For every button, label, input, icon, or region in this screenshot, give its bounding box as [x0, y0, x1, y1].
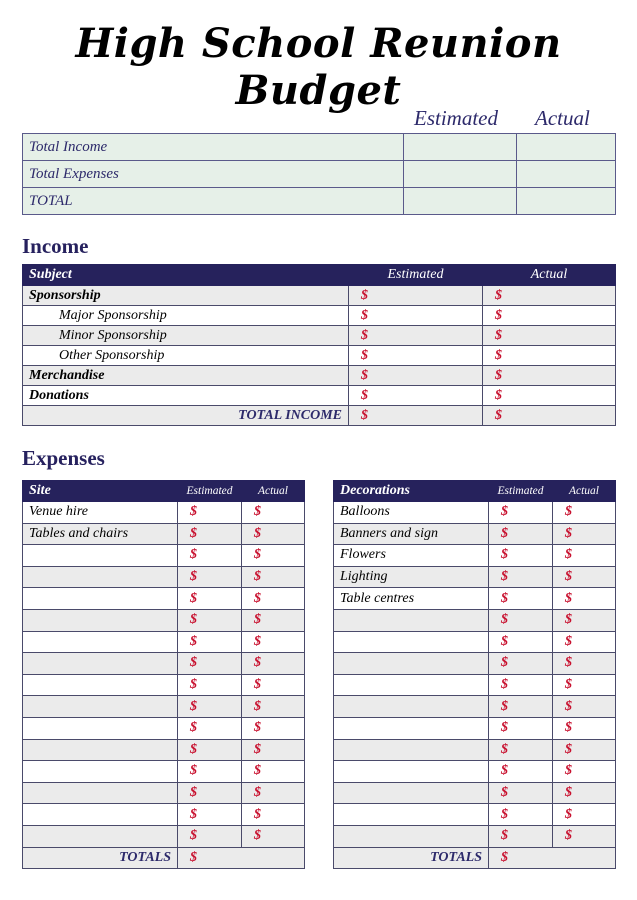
decorations-actual-header: Actual — [553, 481, 616, 502]
site-actual-cell[interactable]: $ — [242, 825, 305, 847]
site-item-label[interactable]: Venue hire — [23, 502, 178, 524]
site-actual-cell[interactable]: $ — [242, 523, 305, 545]
site-estimated-cell[interactable]: $ — [178, 674, 242, 696]
site-expense-row — [23, 523, 305, 545]
site-totals-value[interactable]: $ — [178, 847, 305, 869]
site-item-label[interactable] — [23, 653, 178, 675]
decorations-item-label[interactable]: Lighting — [334, 566, 489, 588]
site-expense-row — [23, 825, 305, 847]
site-item-label[interactable] — [23, 674, 178, 696]
site-expense-row — [23, 502, 305, 524]
site-actual-cell[interactable]: $ — [242, 717, 305, 739]
site-item-label[interactable] — [23, 609, 178, 631]
site-actual-cell[interactable]: $ — [242, 609, 305, 631]
income-total-estimated[interactable]: $ — [349, 406, 483, 426]
income-row-label: Minor Sponsorship — [23, 326, 349, 346]
site-estimated-cell[interactable]: $ — [178, 761, 242, 783]
decorations-expense-row — [334, 653, 616, 675]
site-expense-row — [23, 566, 305, 588]
site-item-label[interactable] — [23, 782, 178, 804]
decorations-estimated-cell[interactable]: $ — [489, 609, 553, 631]
income-row — [23, 386, 616, 406]
income-estimated-cell[interactable]: $ — [349, 386, 483, 406]
summary-estimated-cell[interactable] — [404, 188, 517, 215]
decorations-expense-row — [334, 804, 616, 826]
summary-actual-header: Actual — [535, 106, 590, 130]
decorations-totals-value[interactable]: $ — [489, 847, 616, 869]
summary-actual-cell[interactable] — [517, 161, 616, 188]
site-expense-row — [23, 631, 305, 653]
site-expense-row — [23, 739, 305, 761]
site-expense-row — [23, 653, 305, 675]
income-actual-cell[interactable]: $ — [483, 326, 616, 346]
decorations-actual-cell[interactable]: $ — [553, 804, 616, 826]
decorations-actual-cell[interactable]: $ — [553, 825, 616, 847]
decorations-expense-row — [334, 674, 616, 696]
site-header-row — [23, 481, 305, 502]
site-totals-label: TOTALS — [23, 847, 178, 869]
site-estimated-cell[interactable]: $ — [178, 566, 242, 588]
decorations-expense-row — [334, 825, 616, 847]
decorations-actual-cell[interactable]: $ — [553, 653, 616, 675]
income-total-row — [23, 406, 616, 426]
site-item-label[interactable] — [23, 825, 178, 847]
income-header-row — [23, 265, 616, 286]
income-estimated-header: Estimated — [349, 265, 483, 286]
income-row — [23, 346, 616, 366]
site-expense-row — [23, 717, 305, 739]
decorations-estimated-cell[interactable]: $ — [489, 545, 553, 567]
decorations-expenses-table — [333, 480, 616, 869]
decorations-expense-row — [334, 502, 616, 524]
decorations-expense-row — [334, 696, 616, 718]
decorations-estimated-cell[interactable]: $ — [489, 782, 553, 804]
site-item-label[interactable] — [23, 545, 178, 567]
site-estimated-cell[interactable]: $ — [178, 545, 242, 567]
decorations-actual-cell[interactable]: $ — [553, 717, 616, 739]
decorations-estimated-header: Estimated — [489, 481, 553, 502]
site-item-label[interactable] — [23, 631, 178, 653]
decorations-item-label[interactable] — [334, 609, 489, 631]
site-expense-row — [23, 782, 305, 804]
site-estimated-cell[interactable]: $ — [178, 523, 242, 545]
site-estimated-cell[interactable]: $ — [178, 588, 242, 610]
expenses-heading: Expenses — [22, 446, 105, 470]
decorations-totals-label: TOTALS — [334, 847, 489, 869]
site-estimated-cell[interactable]: $ — [178, 653, 242, 675]
income-estimated-cell[interactable]: $ — [349, 306, 483, 326]
site-actual-cell[interactable]: $ — [242, 566, 305, 588]
decorations-item-label[interactable] — [334, 674, 489, 696]
decorations-estimated-cell[interactable]: $ — [489, 674, 553, 696]
decorations-actual-cell[interactable]: $ — [553, 761, 616, 783]
decorations-estimated-cell[interactable]: $ — [489, 653, 553, 675]
decorations-item-label[interactable]: Flowers — [334, 545, 489, 567]
summary-table — [22, 133, 616, 215]
decorations-expense-row — [334, 609, 616, 631]
summary-estimated-cell[interactable] — [404, 161, 517, 188]
decorations-item-label[interactable] — [334, 782, 489, 804]
income-actual-cell[interactable]: $ — [483, 366, 616, 386]
income-actual-cell[interactable]: $ — [483, 286, 616, 306]
decorations-item-label[interactable]: Table centres — [334, 588, 489, 610]
decorations-item-label[interactable] — [334, 825, 489, 847]
decorations-expense-row — [334, 761, 616, 783]
income-row-label: Major Sponsorship — [23, 306, 349, 326]
decorations-expense-row — [334, 566, 616, 588]
income-actual-header: Actual — [483, 265, 616, 286]
decorations-totals-row — [334, 847, 616, 869]
decorations-estimated-cell[interactable]: $ — [489, 761, 553, 783]
site-estimated-cell[interactable]: $ — [178, 717, 242, 739]
decorations-estimated-cell[interactable]: $ — [489, 696, 553, 718]
decorations-title-header: Decorations — [334, 481, 489, 502]
decorations-estimated-cell[interactable]: $ — [489, 631, 553, 653]
summary-row-label: Total Income — [23, 134, 404, 161]
summary-actual-cell[interactable] — [517, 134, 616, 161]
site-item-label[interactable] — [23, 696, 178, 718]
decorations-estimated-cell[interactable]: $ — [489, 502, 553, 524]
site-actual-cell[interactable]: $ — [242, 502, 305, 524]
decorations-estimated-cell[interactable]: $ — [489, 739, 553, 761]
decorations-item-label[interactable] — [334, 653, 489, 675]
site-estimated-header: Estimated — [178, 481, 242, 502]
income-row — [23, 366, 616, 386]
decorations-actual-cell[interactable]: $ — [553, 566, 616, 588]
summary-estimated-header: Estimated — [414, 106, 498, 130]
income-heading: Income — [22, 234, 89, 258]
decorations-estimated-cell[interactable]: $ — [489, 566, 553, 588]
decorations-item-label[interactable] — [334, 804, 489, 826]
decorations-expense-row — [334, 588, 616, 610]
site-item-label[interactable] — [23, 739, 178, 761]
decorations-estimated-cell[interactable]: $ — [489, 523, 553, 545]
site-actual-header: Actual — [242, 481, 305, 502]
decorations-actual-cell[interactable]: $ — [553, 588, 616, 610]
income-total-actual[interactable]: $ — [483, 406, 616, 426]
site-estimated-cell[interactable]: $ — [178, 739, 242, 761]
summary-row — [23, 188, 616, 215]
site-item-label[interactable] — [23, 566, 178, 588]
site-expense-row — [23, 609, 305, 631]
decorations-expense-row — [334, 631, 616, 653]
page-title: High School Reunion Budget — [75, 20, 562, 114]
decorations-actual-cell[interactable]: $ — [553, 523, 616, 545]
decorations-item-label[interactable] — [334, 761, 489, 783]
decorations-actual-cell[interactable]: $ — [553, 674, 616, 696]
summary-row — [23, 134, 616, 161]
income-actual-cell[interactable]: $ — [483, 346, 616, 366]
decorations-actual-cell[interactable]: $ — [553, 739, 616, 761]
site-estimated-cell[interactable]: $ — [178, 804, 242, 826]
decorations-item-label[interactable] — [334, 696, 489, 718]
summary-actual-cell[interactable] — [517, 188, 616, 215]
site-actual-cell[interactable]: $ — [242, 545, 305, 567]
site-estimated-cell[interactable]: $ — [178, 696, 242, 718]
income-estimated-cell[interactable]: $ — [349, 366, 483, 386]
site-actual-cell[interactable]: $ — [242, 739, 305, 761]
site-item-label[interactable] — [23, 717, 178, 739]
site-item-label[interactable] — [23, 761, 178, 783]
site-estimated-cell[interactable]: $ — [178, 825, 242, 847]
income-actual-cell[interactable]: $ — [483, 306, 616, 326]
decorations-actual-cell[interactable]: $ — [553, 782, 616, 804]
decorations-item-label[interactable]: Banners and sign — [334, 523, 489, 545]
decorations-item-label[interactable] — [334, 631, 489, 653]
income-estimated-cell[interactable]: $ — [349, 326, 483, 346]
decorations-estimated-cell[interactable]: $ — [489, 804, 553, 826]
income-row-label: Other Sponsorship — [23, 346, 349, 366]
site-item-label[interactable]: Tables and chairs — [23, 523, 178, 545]
site-expense-row — [23, 588, 305, 610]
site-title-header: Site — [23, 481, 178, 502]
decorations-actual-cell[interactable]: $ — [553, 502, 616, 524]
site-estimated-cell[interactable]: $ — [178, 782, 242, 804]
income-estimated-cell[interactable]: $ — [349, 286, 483, 306]
site-item-label[interactable] — [23, 588, 178, 610]
income-table — [22, 264, 616, 426]
income-row — [23, 306, 616, 326]
decorations-estimated-cell[interactable]: $ — [489, 588, 553, 610]
site-expense-row — [23, 674, 305, 696]
income-row-label: Sponsorship — [23, 286, 349, 306]
decorations-item-label[interactable] — [334, 739, 489, 761]
decorations-estimated-cell[interactable]: $ — [489, 717, 553, 739]
site-actual-cell[interactable]: $ — [242, 588, 305, 610]
income-actual-cell[interactable]: $ — [483, 386, 616, 406]
summary-row-label: TOTAL — [23, 188, 404, 215]
site-estimated-cell[interactable]: $ — [178, 502, 242, 524]
income-subject-header: Subject — [23, 265, 349, 286]
decorations-item-label[interactable]: Balloons — [334, 502, 489, 524]
decorations-expense-row — [334, 717, 616, 739]
decorations-actual-cell[interactable]: $ — [553, 696, 616, 718]
income-row — [23, 286, 616, 306]
site-item-label[interactable] — [23, 804, 178, 826]
site-actual-cell[interactable]: $ — [242, 631, 305, 653]
income-row-label: Merchandise — [23, 366, 349, 386]
summary-row-label: Total Expenses — [23, 161, 404, 188]
income-row-label: Donations — [23, 386, 349, 406]
site-actual-cell[interactable]: $ — [242, 653, 305, 675]
decorations-expense-row — [334, 739, 616, 761]
site-actual-cell[interactable]: $ — [242, 804, 305, 826]
income-row — [23, 326, 616, 346]
income-total-label: TOTAL INCOME — [23, 406, 349, 426]
decorations-actual-cell[interactable]: $ — [553, 609, 616, 631]
decorations-actual-cell[interactable]: $ — [553, 545, 616, 567]
site-actual-cell[interactable]: $ — [242, 674, 305, 696]
decorations-item-label[interactable] — [334, 717, 489, 739]
summary-row — [23, 161, 616, 188]
site-expenses-table — [22, 480, 305, 869]
site-expense-row — [23, 545, 305, 567]
decorations-expense-row — [334, 523, 616, 545]
summary-estimated-cell[interactable] — [404, 134, 517, 161]
decorations-expense-row — [334, 782, 616, 804]
site-expense-row — [23, 696, 305, 718]
site-estimated-cell[interactable]: $ — [178, 609, 242, 631]
site-actual-cell[interactable]: $ — [242, 761, 305, 783]
decorations-estimated-cell[interactable]: $ — [489, 825, 553, 847]
decorations-expense-row — [334, 545, 616, 567]
site-actual-cell[interactable]: $ — [242, 696, 305, 718]
site-actual-cell[interactable]: $ — [242, 782, 305, 804]
site-expense-row — [23, 804, 305, 826]
decorations-header-row — [334, 481, 616, 502]
decorations-actual-cell[interactable]: $ — [553, 631, 616, 653]
site-totals-row — [23, 847, 305, 869]
site-estimated-cell[interactable]: $ — [178, 631, 242, 653]
income-estimated-cell[interactable]: $ — [349, 346, 483, 366]
site-expense-row — [23, 761, 305, 783]
